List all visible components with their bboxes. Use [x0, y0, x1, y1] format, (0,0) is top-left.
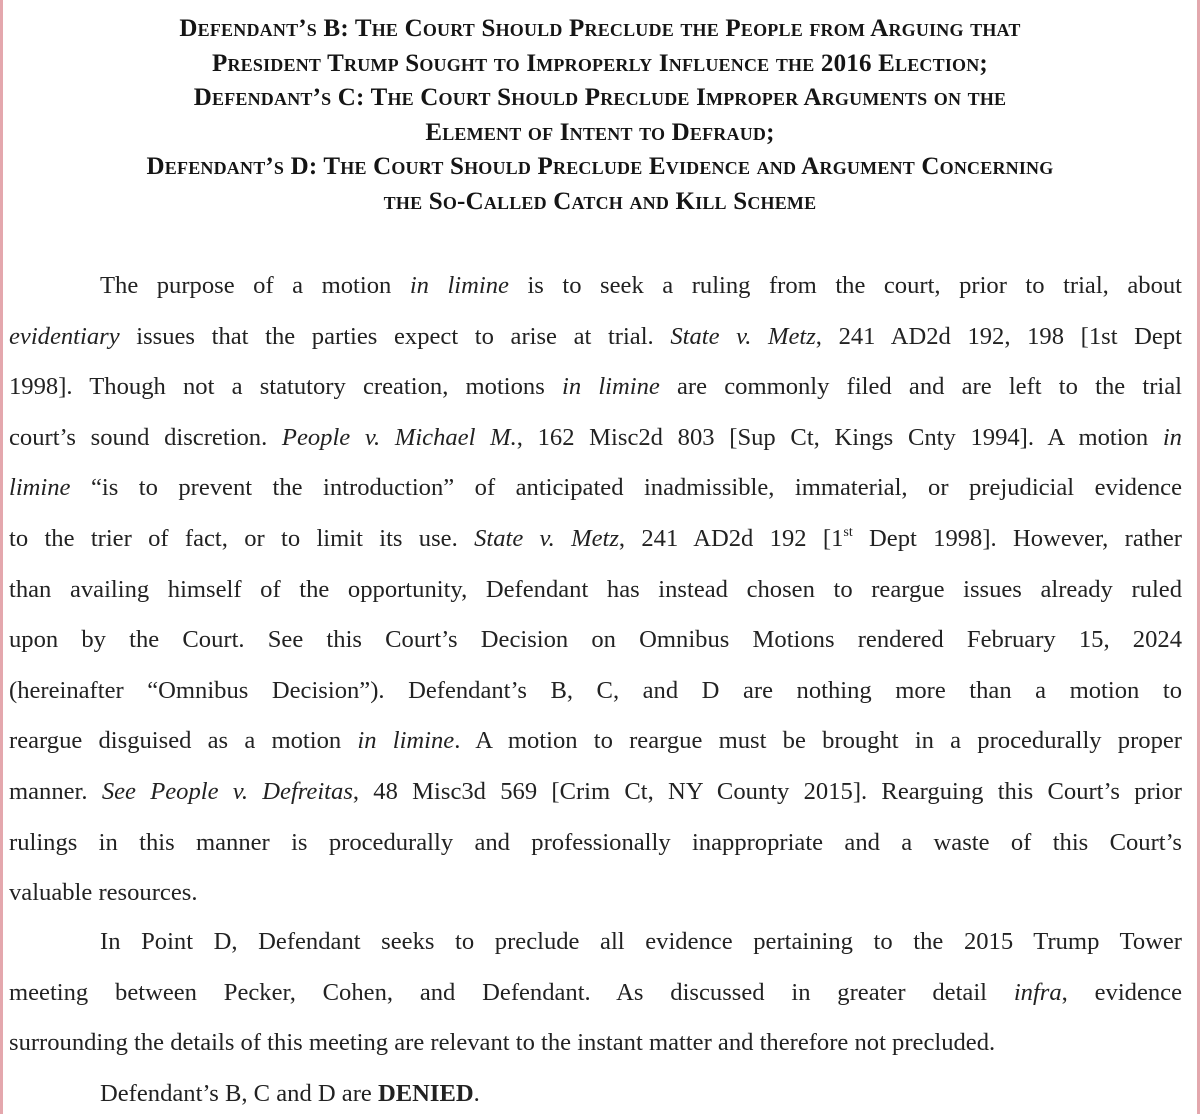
italic-term: evidentiary [9, 322, 120, 350]
heading-line: Element of Intent to Defraud; [425, 118, 775, 146]
italic-term: in limine [562, 373, 660, 401]
case-citation: People v. Michael M. [281, 423, 517, 451]
italic-term: in limine [357, 727, 455, 755]
text-line: manner. See People v. Defreitas, 48 Misc3d 569 [Crim Ct, NY County 2015]. Rearguing this Court’s prior [9, 777, 1182, 805]
italic-term: infra [1013, 978, 1062, 1006]
paragraph-motion-in-limine [9, 261, 1182, 919]
text-line: valuable resources. [9, 879, 198, 907]
case-citation: State v. Metz [474, 524, 619, 552]
text-line: upon by the Court. See this Court’s Decision on Omnibus Motions rendered February 15, 2024 [9, 626, 1182, 654]
text-line: (hereinafter “Omnibus Decision”). Defendant’s B, C, and D are nothing more than a motion to [9, 676, 1182, 704]
heading-line: President Trump Sought to Improperly Influence the 2016 Election; [212, 49, 988, 77]
italic-term: limine [9, 474, 71, 502]
paragraph-ruling [9, 1069, 1182, 1120]
paragraph-point-d [9, 917, 1182, 1069]
heading-line: Defendant’s D: The Court Should Preclude Evidence and Argument Concerning [146, 153, 1054, 180]
text-line: limine “is to prevent the introduction” of anticipated inadmissible, immaterial, or prejudicial evidence [9, 474, 1182, 502]
text-line: The purpose of a motion in limine is to seek a ruling from the court, prior to trial, about [100, 272, 1182, 299]
text-line: meeting between Pecker, Cohen, and Defendant. As discussed in greater detail infra, evidence [9, 978, 1182, 1006]
ruling-denied: DENIED [377, 1080, 474, 1107]
section-heading [8, 12, 1192, 219]
text-line: court’s sound discretion. People v. Michael M., 162 Misc2d 803 [Sup Ct, Kings Cnty 1994]. A motion in [9, 423, 1182, 451]
italic-term: in limine [409, 272, 509, 299]
heading-line: Defendant’s C: The Court Should Preclude Improper Arguments on the [193, 84, 1007, 111]
text-line: rulings in this manner is procedurally and professionally inappropriate and a waste of this Court’s [9, 828, 1182, 856]
page-edge-left [0, 0, 3, 1114]
text-line: Defendant’s B, C and D are DENIED. [100, 1080, 480, 1107]
text-line: to the trier of fact, or to limit its use. State v. Metz, 241 AD2d 192 [1st Dept 1998]. However, rather [9, 524, 1182, 552]
italic-term: in [1162, 423, 1182, 451]
heading-line: the So-Called Catch and Kill Scheme [383, 187, 817, 215]
case-citation: State v. Metz [670, 322, 816, 350]
text-line: than availing himself of the opportunity, Defendant has instead chosen to reargue issues already ruled [9, 575, 1182, 603]
ordinal-superscript: st [843, 524, 853, 540]
text-line: evidentiary issues that the parties expect to arise at trial. State v. Metz, 241 AD2d 192, 198 [1st Dept [9, 322, 1182, 350]
text-line: 1998]. Though not a statutory creation, motions in limine are commonly filed and are left to the trial [9, 373, 1182, 401]
text-line: surrounding the details of this meeting are relevant to the instant matter and therefore not precluded. [9, 1029, 996, 1057]
text-line: reargue disguised as a motion in limine. A motion to reargue must be brought in a procedurally proper [9, 727, 1182, 755]
heading-line: Defendant’s B: The Court Should Preclude the People from Arguing that [179, 15, 1021, 42]
text-line: In Point D, Defendant seeks to preclude all evidence pertaining to the 2015 Trump Tower [100, 928, 1182, 955]
case-citation: See People v. Defreitas [101, 777, 353, 805]
